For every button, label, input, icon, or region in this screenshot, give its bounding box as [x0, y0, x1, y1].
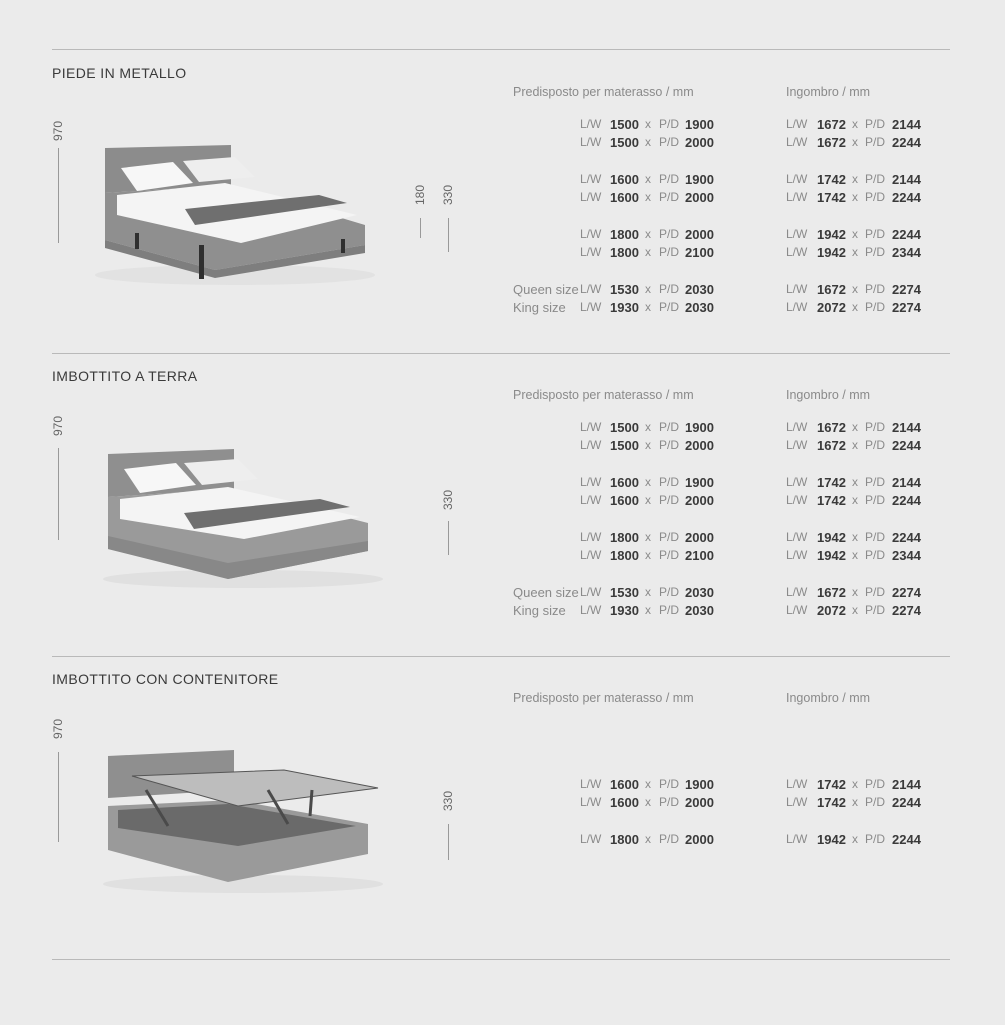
size-row — [513, 475, 933, 493]
mattress-header: Predisposto per materasso / mm — [513, 85, 694, 99]
overall-depth-key: P/D — [865, 493, 886, 507]
size-row — [513, 832, 933, 850]
times-sign: x — [645, 190, 651, 204]
overall-width-value: 1742 — [817, 172, 846, 187]
height-dimension-label: 970 — [51, 415, 65, 437]
overall-width-key: L/W — [786, 530, 808, 544]
overall-width-value: 1942 — [817, 548, 846, 563]
mattress-depth-value: 1900 — [685, 172, 714, 187]
overall-width-value: 1742 — [817, 190, 846, 205]
times-sign: x — [645, 117, 651, 131]
overall-depth-value: 2244 — [892, 530, 921, 545]
mattress-width-value: 1600 — [610, 190, 639, 205]
mattress-depth-key: P/D — [659, 795, 680, 809]
overall-depth-key: P/D — [865, 795, 886, 809]
frame-height-label: 330 — [441, 489, 455, 511]
mattress-width-value: 1800 — [610, 227, 639, 242]
overall-depth-value: 2144 — [892, 117, 921, 132]
size-row — [513, 172, 933, 190]
mattress-depth-key: P/D — [659, 777, 680, 791]
overall-width-key: L/W — [786, 172, 808, 186]
overall-width-key: L/W — [786, 795, 808, 809]
times-sign: x — [852, 530, 858, 544]
overall-depth-key: P/D — [865, 832, 886, 846]
mattress-width-key: L/W — [580, 832, 602, 846]
mattress-width-key: L/W — [580, 438, 602, 452]
size-row — [513, 585, 933, 603]
times-sign: x — [852, 438, 858, 452]
size-row — [513, 190, 933, 208]
overall-depth-value: 2344 — [892, 548, 921, 563]
mattress-depth-value: 1900 — [685, 475, 714, 490]
size-row — [513, 795, 933, 813]
mattress-width-key: L/W — [580, 190, 602, 204]
mattress-width-key: L/W — [580, 795, 602, 809]
mattress-width-value: 1930 — [610, 300, 639, 315]
mattress-depth-key: P/D — [659, 172, 680, 186]
mattress-depth-key: P/D — [659, 135, 680, 149]
mattress-depth-key: P/D — [659, 603, 680, 617]
overall-depth-value: 2244 — [892, 438, 921, 453]
size-row — [513, 282, 933, 300]
times-sign: x — [852, 548, 858, 562]
overall-width-key: L/W — [786, 300, 808, 314]
overall-width-key: L/W — [786, 438, 808, 452]
height-dimension-label: 970 — [51, 718, 65, 740]
overall-width-key: L/W — [786, 117, 808, 131]
mattress-depth-key: P/D — [659, 493, 680, 507]
times-sign: x — [852, 420, 858, 434]
overall-depth-key: P/D — [865, 282, 886, 296]
overall-depth-value: 2144 — [892, 475, 921, 490]
mattress-depth-key: P/D — [659, 245, 680, 259]
mattress-depth-key: P/D — [659, 190, 680, 204]
times-sign: x — [852, 603, 858, 617]
mattress-width-value: 1600 — [610, 493, 639, 508]
overall-width-value: 1672 — [817, 282, 846, 297]
mattress-depth-value: 2000 — [685, 438, 714, 453]
size-row — [513, 300, 933, 318]
mattress-width-value: 1600 — [610, 475, 639, 490]
height-dimension-line — [58, 752, 59, 842]
mattress-width-value: 1800 — [610, 548, 639, 563]
mattress-header: Predisposto per materasso / mm — [513, 388, 694, 402]
overall-width-value: 1742 — [817, 795, 846, 810]
size-label: Queen size — [513, 585, 579, 600]
overall-width-value: 1742 — [817, 475, 846, 490]
overall-header: Ingombro / mm — [786, 388, 871, 402]
mattress-depth-value: 2000 — [685, 530, 714, 545]
mattress-width-key: L/W — [580, 245, 602, 259]
mattress-depth-value: 2000 — [685, 493, 714, 508]
height-dimension-line — [58, 148, 59, 243]
bed-storage-image — [98, 746, 383, 894]
mattress-width-value: 1800 — [610, 832, 639, 847]
times-sign: x — [645, 493, 651, 507]
mattress-width-key: L/W — [580, 603, 602, 617]
section-title: PIEDE IN METALLO — [52, 65, 187, 81]
times-sign: x — [852, 300, 858, 314]
times-sign: x — [852, 475, 858, 489]
times-sign: x — [645, 300, 651, 314]
times-sign: x — [645, 777, 651, 791]
mattress-width-key: L/W — [580, 420, 602, 434]
size-row — [513, 135, 933, 153]
overall-width-value: 1672 — [817, 585, 846, 600]
times-sign: x — [645, 795, 651, 809]
times-sign: x — [645, 475, 651, 489]
times-sign: x — [645, 282, 651, 296]
times-sign: x — [645, 530, 651, 544]
overall-depth-key: P/D — [865, 548, 886, 562]
overall-depth-value: 2244 — [892, 190, 921, 205]
mattress-width-key: L/W — [580, 493, 602, 507]
mattress-depth-value: 2030 — [685, 282, 714, 297]
times-sign: x — [852, 282, 858, 296]
times-sign: x — [645, 420, 651, 434]
mattress-width-key: L/W — [580, 300, 602, 314]
size-label: King size — [513, 300, 566, 315]
overall-width-value: 1942 — [817, 530, 846, 545]
section-title: IMBOTTITO A TERRA — [52, 368, 198, 384]
overall-width-key: L/W — [786, 585, 808, 599]
overall-depth-key: P/D — [865, 172, 886, 186]
mattress-depth-value: 2000 — [685, 795, 714, 810]
height-dimension-line — [58, 448, 59, 540]
overall-width-key: L/W — [786, 282, 808, 296]
overall-depth-key: P/D — [865, 585, 886, 599]
mattress-depth-key: P/D — [659, 548, 680, 562]
mattress-width-value: 1500 — [610, 438, 639, 453]
mattress-width-value: 1530 — [610, 282, 639, 297]
mattress-depth-value: 2000 — [685, 227, 714, 242]
mattress-width-key: L/W — [580, 530, 602, 544]
times-sign: x — [852, 777, 858, 791]
overall-width-key: L/W — [786, 603, 808, 617]
mattress-width-value: 1600 — [610, 777, 639, 792]
mattress-width-key: L/W — [580, 172, 602, 186]
overall-depth-value: 2144 — [892, 172, 921, 187]
overall-width-key: L/W — [786, 548, 808, 562]
size-row — [513, 530, 933, 548]
mattress-depth-key: P/D — [659, 282, 680, 296]
overall-depth-value: 2244 — [892, 832, 921, 847]
mattress-depth-value: 1900 — [685, 420, 714, 435]
overall-width-value: 2072 — [817, 300, 846, 315]
overall-width-key: L/W — [786, 135, 808, 149]
section-imbottito-con-contenitore — [0, 656, 1005, 956]
size-label: King size — [513, 603, 566, 618]
size-row — [513, 777, 933, 795]
section-divider — [52, 959, 950, 960]
overall-depth-value: 2244 — [892, 493, 921, 508]
mattress-width-key: L/W — [580, 227, 602, 241]
mattress-width-key: L/W — [580, 282, 602, 296]
mattress-depth-value: 2030 — [685, 585, 714, 600]
size-label: Queen size — [513, 282, 579, 297]
frame-height-line — [448, 521, 449, 555]
mattress-depth-value: 2030 — [685, 603, 714, 618]
times-sign: x — [852, 795, 858, 809]
mattress-depth-key: P/D — [659, 438, 680, 452]
mattress-depth-value: 2100 — [685, 245, 714, 260]
mattress-width-value: 1600 — [610, 172, 639, 187]
mattress-width-value: 1800 — [610, 530, 639, 545]
height-dimension-label: 970 — [51, 120, 65, 142]
mattress-depth-key: P/D — [659, 832, 680, 846]
mattress-width-key: L/W — [580, 585, 602, 599]
mattress-depth-key: P/D — [659, 420, 680, 434]
overall-depth-value: 2244 — [892, 135, 921, 150]
times-sign: x — [852, 585, 858, 599]
times-sign: x — [852, 493, 858, 507]
mattress-depth-key: P/D — [659, 117, 680, 131]
times-sign: x — [852, 245, 858, 259]
times-sign: x — [852, 135, 858, 149]
times-sign: x — [852, 227, 858, 241]
overall-width-key: L/W — [786, 777, 808, 791]
mattress-depth-key: P/D — [659, 530, 680, 544]
size-row — [513, 117, 933, 135]
overall-depth-key: P/D — [865, 300, 886, 314]
times-sign: x — [645, 548, 651, 562]
frame-height-label: 330 — [441, 184, 455, 206]
overall-depth-key: P/D — [865, 530, 886, 544]
overall-width-key: L/W — [786, 493, 808, 507]
mattress-width-key: L/W — [580, 475, 602, 489]
size-row — [513, 548, 933, 566]
overall-depth-key: P/D — [865, 475, 886, 489]
times-sign: x — [852, 172, 858, 186]
overall-depth-key: P/D — [865, 438, 886, 452]
frame-height-line — [448, 824, 449, 860]
overall-depth-value: 2144 — [892, 777, 921, 792]
mattress-width-value: 1800 — [610, 245, 639, 260]
mattress-depth-key: P/D — [659, 585, 680, 599]
size-row — [513, 245, 933, 263]
overall-width-value: 1672 — [817, 117, 846, 132]
overall-width-key: L/W — [786, 190, 808, 204]
times-sign: x — [852, 190, 858, 204]
times-sign: x — [852, 117, 858, 131]
mattress-depth-key: P/D — [659, 227, 680, 241]
overall-depth-value: 2244 — [892, 227, 921, 242]
overall-width-value: 1942 — [817, 227, 846, 242]
leg-height-label: 180 — [413, 184, 427, 206]
times-sign: x — [645, 135, 651, 149]
size-row — [513, 493, 933, 511]
overall-width-value: 1672 — [817, 420, 846, 435]
mattress-width-value: 1500 — [610, 135, 639, 150]
overall-depth-value: 2344 — [892, 245, 921, 260]
overall-width-value: 2072 — [817, 603, 846, 618]
overall-width-value: 1942 — [817, 245, 846, 260]
mattress-width-key: L/W — [580, 117, 602, 131]
mattress-depth-value: 2000 — [685, 135, 714, 150]
overall-depth-key: P/D — [865, 245, 886, 259]
overall-depth-key: P/D — [865, 227, 886, 241]
leg-height-line — [420, 218, 421, 238]
bed-upholstered-image — [98, 441, 383, 589]
mattress-depth-value: 1900 — [685, 117, 714, 132]
overall-depth-value: 2274 — [892, 282, 921, 297]
overall-width-value: 1742 — [817, 777, 846, 792]
overall-header: Ingombro / mm — [786, 85, 871, 99]
overall-width-value: 1942 — [817, 832, 846, 847]
bed-metal-legs-image — [95, 135, 380, 285]
mattress-width-value: 1600 — [610, 795, 639, 810]
overall-depth-key: P/D — [865, 420, 886, 434]
mattress-width-value: 1530 — [610, 585, 639, 600]
section-piede-in-metallo — [0, 50, 1005, 350]
mattress-width-key: L/W — [580, 135, 602, 149]
frame-height-label: 330 — [441, 790, 455, 812]
mattress-depth-key: P/D — [659, 475, 680, 489]
overall-depth-key: P/D — [865, 777, 886, 791]
mattress-depth-value: 1900 — [685, 777, 714, 792]
overall-depth-value: 2274 — [892, 585, 921, 600]
mattress-depth-value: 2000 — [685, 832, 714, 847]
mattress-width-value: 1930 — [610, 603, 639, 618]
overall-width-value: 1672 — [817, 438, 846, 453]
size-row — [513, 438, 933, 456]
overall-depth-key: P/D — [865, 603, 886, 617]
frame-height-line — [448, 218, 449, 252]
section-imbottito-a-terra — [0, 353, 1005, 653]
size-row — [513, 603, 933, 621]
overall-depth-key: P/D — [865, 117, 886, 131]
times-sign: x — [645, 438, 651, 452]
overall-width-key: L/W — [786, 245, 808, 259]
overall-depth-value: 2144 — [892, 420, 921, 435]
times-sign: x — [645, 172, 651, 186]
overall-depth-value: 2244 — [892, 795, 921, 810]
mattress-depth-value: 2030 — [685, 300, 714, 315]
overall-depth-value: 2274 — [892, 300, 921, 315]
times-sign: x — [645, 227, 651, 241]
overall-depth-value: 2274 — [892, 603, 921, 618]
mattress-width-key: L/W — [580, 548, 602, 562]
size-row — [513, 420, 933, 438]
overall-width-key: L/W — [786, 832, 808, 846]
mattress-depth-value: 2100 — [685, 548, 714, 563]
mattress-width-key: L/W — [580, 777, 602, 791]
times-sign: x — [645, 245, 651, 259]
overall-width-key: L/W — [786, 475, 808, 489]
mattress-width-value: 1500 — [610, 117, 639, 132]
overall-depth-key: P/D — [865, 190, 886, 204]
overall-width-value: 1672 — [817, 135, 846, 150]
overall-header: Ingombro / mm — [786, 691, 871, 705]
mattress-header: Predisposto per materasso / mm — [513, 691, 694, 705]
times-sign: x — [645, 603, 651, 617]
overall-depth-key: P/D — [865, 135, 886, 149]
times-sign: x — [645, 832, 651, 846]
overall-width-key: L/W — [786, 420, 808, 434]
mattress-depth-key: P/D — [659, 300, 680, 314]
overall-width-key: L/W — [786, 227, 808, 241]
size-row — [513, 227, 933, 245]
times-sign: x — [645, 585, 651, 599]
overall-width-value: 1742 — [817, 493, 846, 508]
mattress-depth-value: 2000 — [685, 190, 714, 205]
section-title: IMBOTTITO CON CONTENITORE — [52, 671, 279, 687]
times-sign: x — [852, 832, 858, 846]
mattress-width-value: 1500 — [610, 420, 639, 435]
